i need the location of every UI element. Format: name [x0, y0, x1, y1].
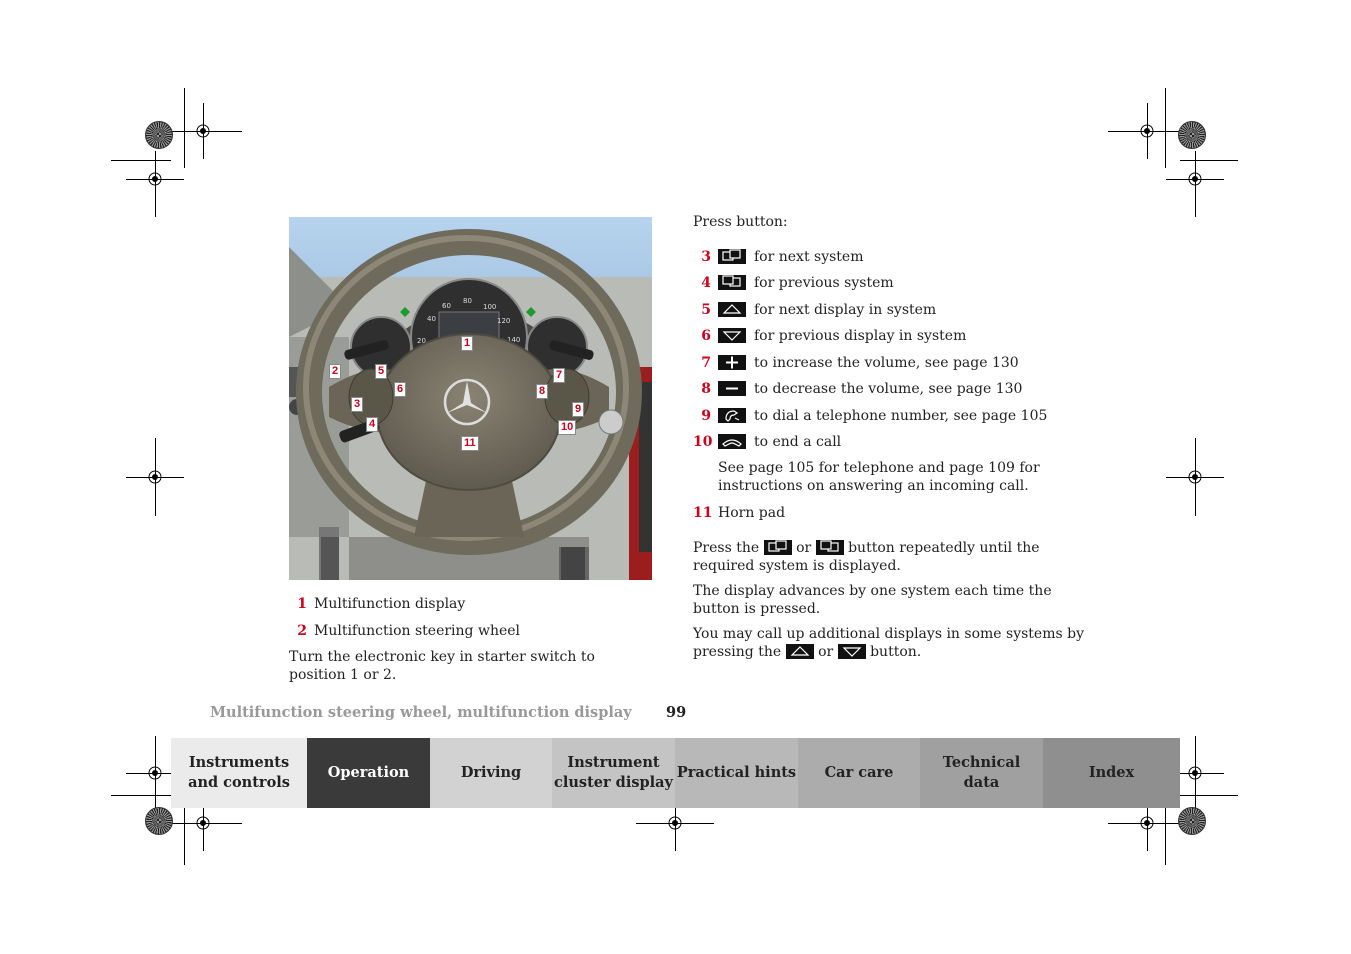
- item-label: for previous display in system: [754, 328, 967, 344]
- item-number: 6: [701, 328, 711, 344]
- text: Press the: [693, 540, 760, 556]
- target-mark-icon: [1185, 169, 1205, 189]
- plus-icon: [718, 355, 746, 370]
- item-label: for next display in system: [754, 302, 937, 318]
- tab-instrument-cluster-display[interactable]: [552, 738, 675, 808]
- item-label: to decrease the volume, see page 130: [754, 381, 1023, 397]
- tab-label: Technical: [942, 754, 1021, 771]
- callout-3: 3: [351, 397, 363, 412]
- item-label: to end a call: [754, 434, 842, 450]
- paragraph-press-system: [693, 539, 1063, 575]
- gauge-label: 100: [483, 303, 497, 311]
- item-label: Horn pad: [718, 505, 786, 521]
- item-label: for previous system: [754, 275, 894, 291]
- tab-label: cluster display: [554, 774, 673, 791]
- gauge-label: 40: [427, 315, 436, 323]
- item-number: 4: [701, 275, 711, 291]
- item-number: 7: [701, 355, 711, 371]
- text: You may call up additional displays in some systems by: [693, 626, 1084, 642]
- next-system-icon: [718, 249, 746, 264]
- tab-label: Instrument: [567, 754, 660, 771]
- note-line: instructions on answering an incoming call.: [718, 478, 1029, 494]
- text: button.: [870, 644, 922, 660]
- text: button is pressed.: [693, 601, 821, 617]
- tab-label: and controls: [188, 774, 290, 791]
- item-label: to increase the volume, see page 130: [754, 355, 1019, 371]
- down-arrow-icon: [838, 644, 866, 659]
- text: or: [796, 540, 812, 556]
- steering-wheel-drawing: [289, 217, 652, 580]
- text: The display advances by one system each time the: [693, 583, 1052, 599]
- text: button repeatedly until the: [848, 540, 1040, 556]
- item-number: 3: [701, 249, 711, 265]
- steering-wheel-illustration: [289, 217, 652, 580]
- callout-8: 8: [536, 384, 548, 399]
- target-mark-icon: [1137, 813, 1157, 833]
- telephone-note: [718, 459, 1040, 495]
- tab-instruments-and-controls[interactable]: [171, 738, 307, 808]
- callout-7: 7: [553, 368, 565, 383]
- tab-label: Instruments: [188, 754, 290, 771]
- up-arrow-icon: [786, 644, 814, 659]
- target-mark-icon: [145, 169, 165, 189]
- gauge-label: 120: [497, 317, 511, 325]
- item-label: to dial a telephone number, see page 105: [754, 408, 1048, 424]
- tab-operation[interactable]: [307, 738, 430, 808]
- minus-icon: [718, 381, 746, 396]
- target-mark-icon: [665, 813, 685, 833]
- down-arrow-icon: [718, 328, 746, 343]
- callout-4: 4: [366, 417, 378, 432]
- callout-1: 1: [461, 336, 473, 351]
- target-mark-icon: [145, 467, 165, 487]
- item-number: 8: [701, 381, 711, 397]
- phone-hangup-icon: [718, 434, 746, 449]
- callout-10: 10: [558, 420, 576, 435]
- target-mark-icon: [1137, 121, 1157, 141]
- tab-practical-hints[interactable]: [675, 738, 798, 808]
- press-button-intro: Press button:: [693, 214, 788, 230]
- gauge-label: 20: [417, 337, 426, 345]
- callout-9: 9: [572, 402, 584, 417]
- gauge-label: 80: [463, 297, 472, 305]
- gauge-label: 60: [442, 302, 451, 310]
- callout-5: 5: [375, 364, 387, 379]
- item-number: 9: [701, 408, 711, 424]
- phone-pickup-icon: [718, 408, 746, 423]
- previous-system-icon: [718, 275, 746, 290]
- item-number: 2: [297, 623, 307, 639]
- paragraph-display-advances: [693, 582, 1052, 618]
- tab-label: Operation: [327, 764, 410, 781]
- note-line: See page 105 for telephone and page 109 for: [718, 460, 1040, 476]
- tab-technical-data[interactable]: [920, 738, 1043, 808]
- item-number: 10: [693, 434, 713, 450]
- tab-driving[interactable]: [430, 738, 552, 808]
- item-label: Multifunction steering wheel: [314, 623, 521, 639]
- target-mark-icon: [1185, 467, 1205, 487]
- callout-11: 11: [461, 436, 479, 451]
- text: pressing the: [693, 644, 782, 660]
- tab-label: Index: [1088, 764, 1135, 781]
- tab-label: Practical hints: [676, 764, 797, 781]
- item-label: for next system: [754, 249, 864, 265]
- callout-6: 6: [394, 382, 406, 397]
- target-mark-icon: [193, 813, 213, 833]
- target-mark-icon: [145, 763, 165, 783]
- tab-label: Driving: [460, 764, 522, 781]
- up-arrow-icon: [718, 302, 746, 317]
- page-number: 99: [666, 704, 687, 721]
- callout-2: 2: [329, 364, 341, 379]
- tab-label: Car care: [824, 764, 894, 781]
- chapter-navigation: [171, 738, 1180, 808]
- item-number: 11: [693, 505, 713, 521]
- text: required system is displayed.: [693, 558, 901, 574]
- previous-system-icon: [816, 540, 844, 555]
- item-number: 1: [297, 596, 307, 612]
- paragraph-additional-displays: [693, 625, 1084, 661]
- key-instruction-paragraph: Turn the electronic key in starter switch to position 1 or 2.: [289, 649, 595, 683]
- gauge-label: 140: [507, 336, 521, 344]
- text: or: [818, 644, 834, 660]
- target-mark-icon: [193, 121, 213, 141]
- next-system-icon: [764, 540, 792, 555]
- tab-car-care[interactable]: [798, 738, 920, 808]
- section-title: Multifunction steering wheel, multifunction display: [210, 704, 632, 721]
- tab-label: data: [963, 774, 1000, 791]
- tab-index[interactable]: [1043, 738, 1180, 808]
- item-label: Multifunction display: [314, 596, 466, 612]
- target-mark-icon: [1185, 763, 1205, 783]
- item-number: 5: [701, 302, 711, 318]
